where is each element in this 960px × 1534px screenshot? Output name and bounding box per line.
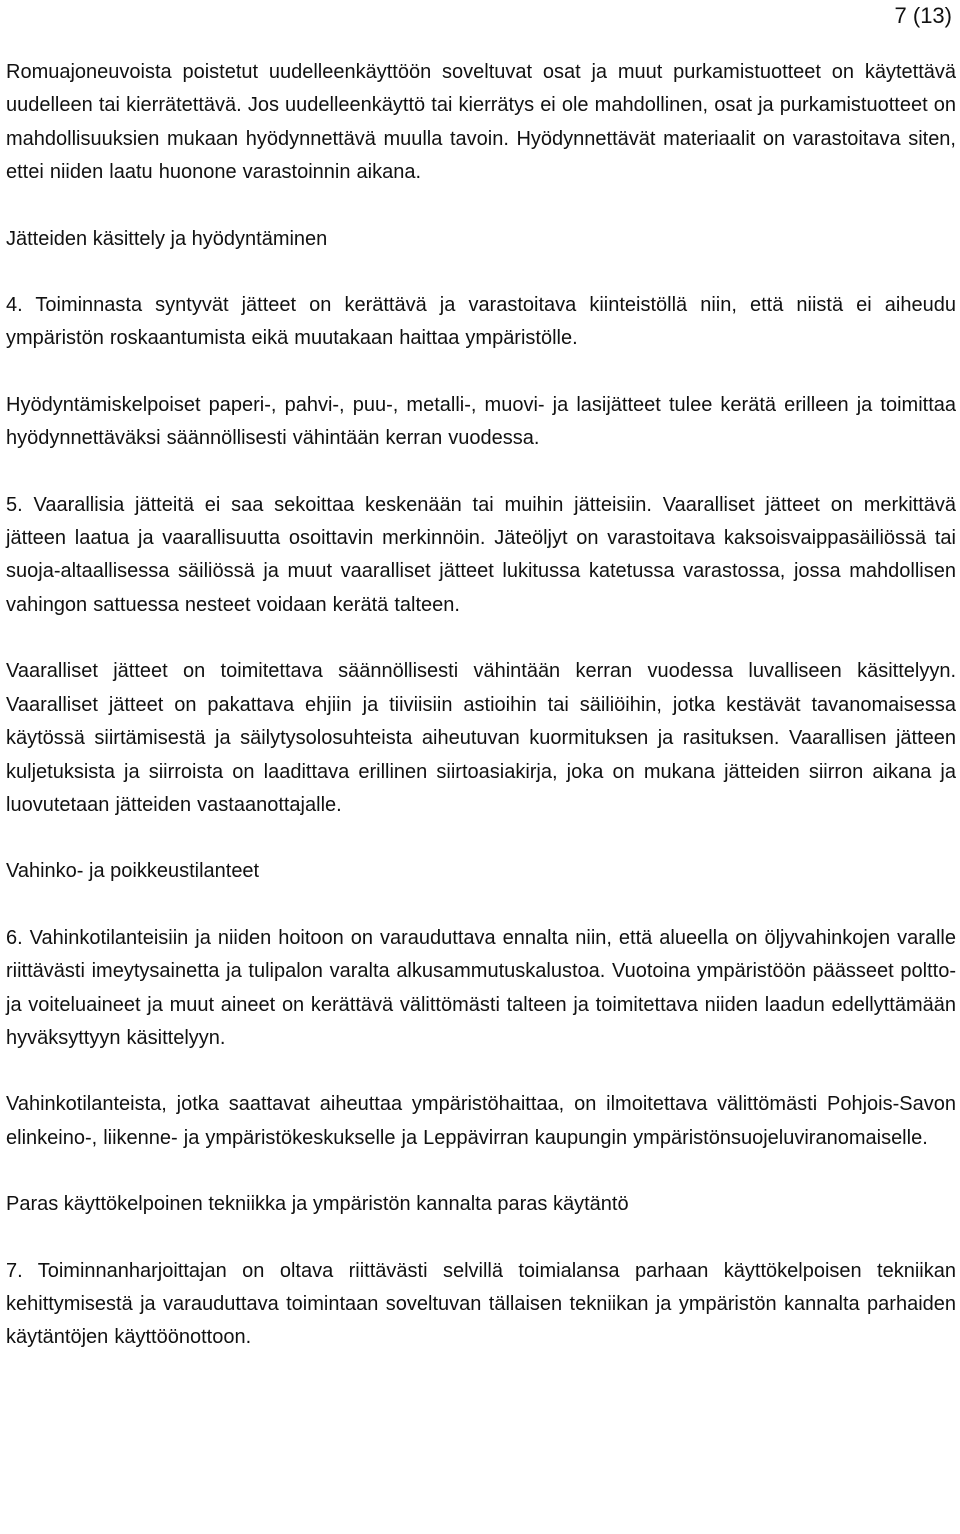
paragraph-item-7: 7. Toiminnanharjoittajan on oltava riittävästi selvillä toimialansa parhaan käyttökelpoisen tekniikan kehittymisestä ja varauduttava toimintaan soveltuvan tällaisen tekniikan ja ympäristön kannalta parhaiden käytäntöjen käyttöönottoon. xyxy=(6,1259,956,1349)
paragraph-incident-reporting: Vahinkotilanteista, jotka saattavat aiheuttaa ympäristöhaittaa, on ilmoitettava välittömästi Pohjois-Savon elinkeino-, liikenne- ja ympäristökeskukselle ja Leppävirran kaupungin ympäristönsuojeluviranomaiselle. xyxy=(6,1093,956,1149)
paragraph-item-4: 4. Toiminnasta syntyvät jätteet on kerättävä ja varastoitava kiinteistöllä niin, että niistä ei aiheudu ympäristön roskaantumista eikä muutakaan haittaa ympäristölle. xyxy=(6,294,956,350)
section-heading-best-practice: Paras käyttökelpoinen tekniikka ja ympäristön kannalta paras käytäntö xyxy=(6,1193,629,1216)
section-heading-incidents: Vahinko- ja poikkeustilanteet xyxy=(6,860,260,883)
paragraph-item-6: 6. Vahinkotilanteisiin ja niiden hoitoon on varauduttava ennalta niin, että alueella on öljyvahinkojen varalle riittävästi imeytysainetta ja tulipalon varalta alkusammutuskalustoa. Vuotoina ympäristöön päässeet poltto- ja voiteluaineet ja muut aineet on kerättävä välittömästi talteen ja toimitettava niiden laadun edellyttämään hyväksyttyyn käsittelyyn. xyxy=(6,926,956,1049)
paragraph-dismantling-parts: Romuajoneuvoista poistetut uudelleenkäyttöön soveltuvat osat ja muut purkamistuotteet on käytettävä uudelleen tai kierrätettävä. Jos uudelleenkäyttö tai kierrätys ei ole mahdollinen, osat ja purkamistuotteet on mahdollisuuksien mukaan hyödynnettävä muulla tavoin. Hyödynnettävät materiaalit on varastoitava siten, ettei niiden laatu huonone varastoinnin aikana. xyxy=(6,61,956,184)
paragraph-item-5: 5. Vaarallisia jätteitä ei saa sekoittaa keskenään tai muihin jätteisiin. Vaaralliset jätteet on merkittävä jätteen laatua ja vaarallisuutta osoittavin merkinnöin. Jäteöljyt on varastoitava kaksoisvaippasäiliössä tai suoja-altaallisessa säiliössä ja muut vaaralliset jätteet lukitussa katetussa varastossa, jossa mahdollisen vahingon sattuessa nesteet voidaan kerätä talteen. xyxy=(6,493,956,616)
section-heading-waste: Jätteiden käsittely ja hyödyntäminen xyxy=(6,227,328,250)
paragraph-recyclables: Hyödyntämiskelpoiset paperi-, pahvi-, puu-, metalli-, muovi- ja lasijätteet tulee kerätä erilleen ja toimittaa hyödynnettäväksi säännöllisesti vähintään kerran vuodessa. xyxy=(6,393,956,450)
page-number: 7 (13) xyxy=(894,3,952,28)
paragraph-hazardous-transport: Vaaralliset jätteet on toimitettava säännöllisesti vähintään kerran vuodessa luvalliseen käsittelyyn. Vaaralliset jätteet on pakattava ehjiin ja tiiviisiin astioihin tai säiliöihin, jotka kestävät tavanomaisessa käytössä siirtämisestä ja säilytysolosuhteista aiheutuvan kuormituksen ja rasituksen. Vaarallisen jätteen kuljetuksista ja siirroista on laadittava erillinen siirtoasiakirja, joka on mukana jätteiden siirron aikana ja luovutetaan jätteiden vastaanottajalle. xyxy=(6,660,956,816)
document-body xyxy=(6,56,956,1355)
